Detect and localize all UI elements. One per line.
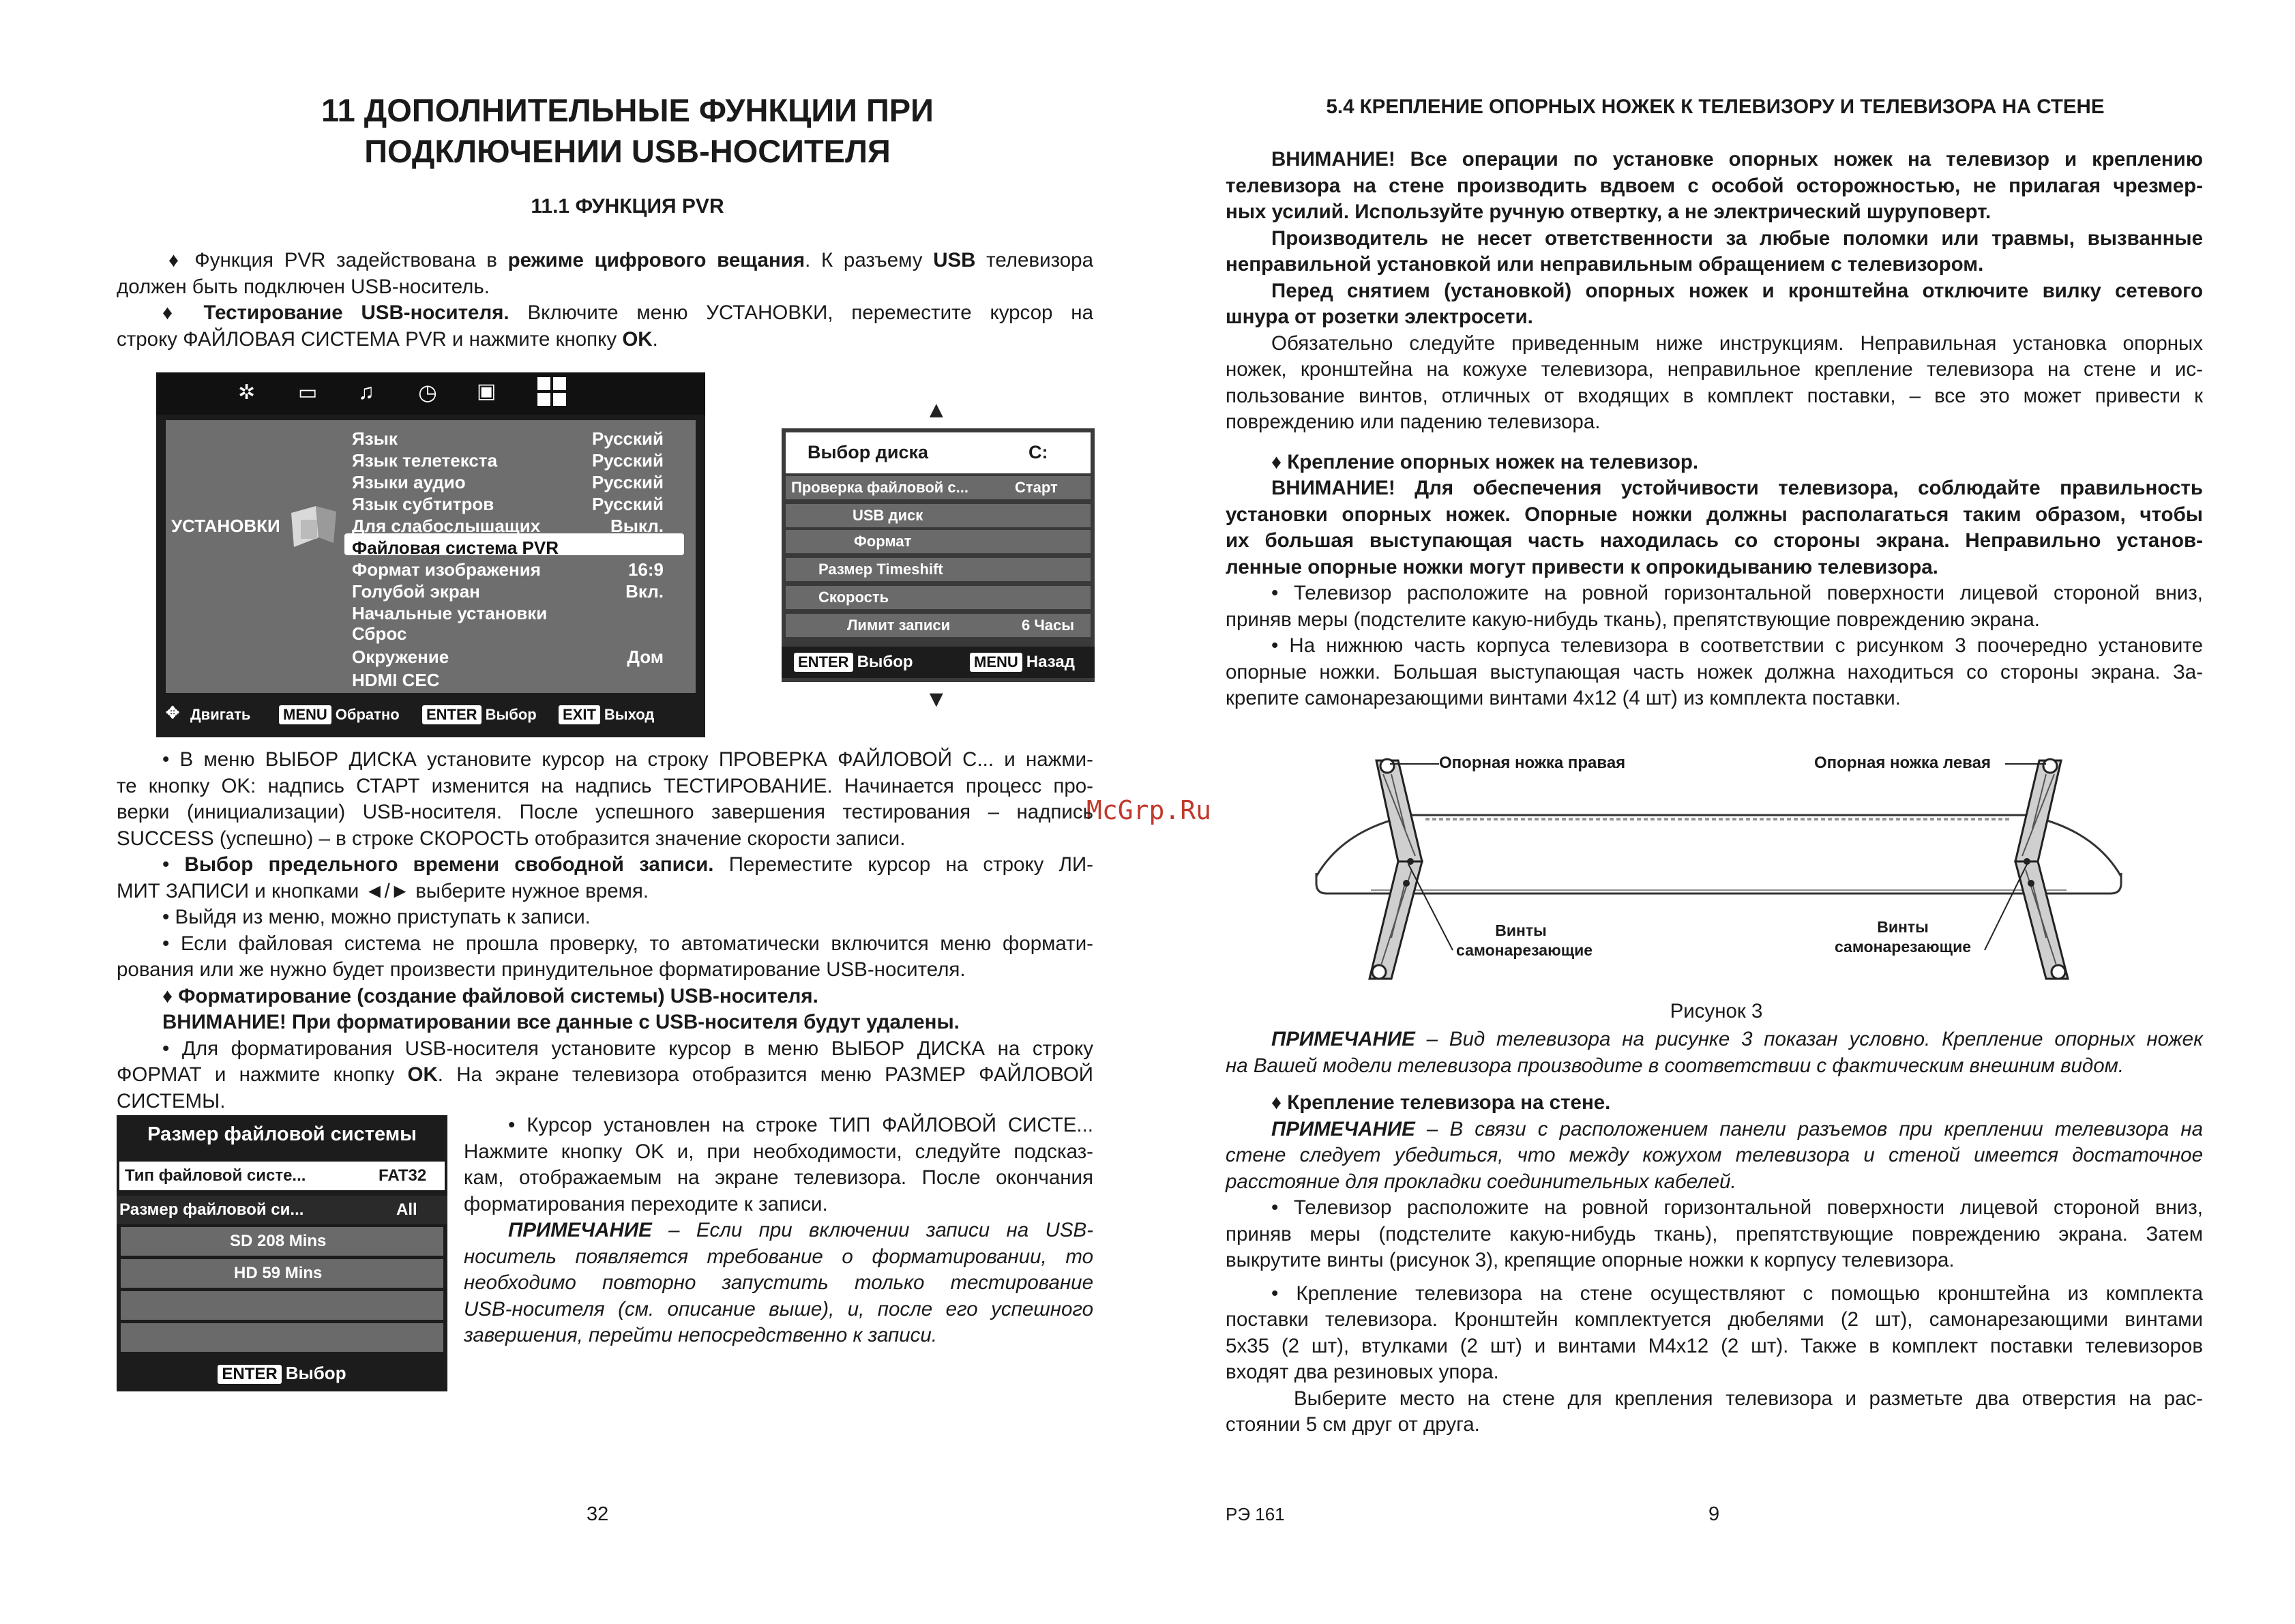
- note-l4: USB-носителя (см. описание выше), и, после его успешного: [464, 1297, 1093, 1320]
- legs-b1-l2: приняв меры (подстелите какую-нибудь ткань), препятствующие повреждению экрана.: [1226, 608, 2040, 631]
- disk-footer-enter: [794, 647, 913, 678]
- disk-row-value: Старт: [1015, 479, 1058, 496]
- pvr-text-e: телевизора: [975, 249, 1093, 271]
- tv-menu-item-value: Русский: [591, 472, 664, 492]
- disk-drive: C:: [1028, 442, 1048, 462]
- wall-note-l3: расстояние для прокладки соединительных кабелей.: [1226, 1170, 1736, 1193]
- tv-menu-item-label[interactable]: Язык телетекста: [352, 450, 498, 471]
- instr-l1: Обязательно следуйте приведенным ниже инструкциям. Неправильная установка опорных: [1271, 331, 2203, 355]
- side1-l4: форматирования переходите к записи.: [464, 1192, 828, 1215]
- disk-select-menu: [782, 428, 1095, 682]
- tv-menu-item-value: Выкл.: [610, 516, 664, 536]
- pvr-text-c: . К разъему: [805, 249, 934, 271]
- fs-row-hd: [121, 1259, 443, 1288]
- side1-l1: • Курсор установлен на строке ТИП ФАЙЛОВОЙ СИСТЕ...: [508, 1114, 1093, 1136]
- figure-3: [1303, 747, 2135, 992]
- warn-l3: ных усилий. Используйте ручную отвертку, а не электрический шуруповерт.: [1226, 201, 1992, 223]
- fs-row-empty-2: [121, 1323, 443, 1352]
- watermark: McGrp.Ru: [1086, 795, 1212, 825]
- tv-menu-item-label[interactable]: Язык субтитров: [352, 494, 494, 514]
- disk-row-label: Формат: [854, 533, 912, 550]
- note-l5: завершения, перейти непосредственно к записи.: [464, 1324, 938, 1346]
- tv-menu-item-label[interactable]: Начальные установки: [352, 603, 548, 623]
- resp-l2: неправильной установкой или неправильным обращением с телевизором.: [1226, 253, 1984, 276]
- tv-menu-item-value: Русский: [591, 428, 664, 449]
- fig-note-label: ПРИМЕЧАНИЕ: [1271, 1028, 1415, 1050]
- disk-arrow-down: ▼: [925, 686, 948, 712]
- fig-caption: Рисунок 3: [1670, 1000, 1763, 1022]
- after1-l1: • В меню ВЫБОР ДИСКА установите курсор на строку ПРОВЕРКА ФАЙЛОВОЙ С... и нажми-: [162, 748, 1093, 771]
- tv-menu-item-value: Русский: [591, 450, 664, 471]
- wall-note-label: ПРИМЕЧАНИЕ: [1271, 1117, 1415, 1140]
- fig-note-l1-text: – Вид телевизора на рисунке 3 показан условно. Крепление опорных ножек: [1415, 1028, 2203, 1050]
- sound-icon: ♫: [358, 379, 374, 404]
- resp-l1: Производитель не несет ответственности за любые поломки или травмы, вызванные: [1271, 226, 2203, 250]
- wall-b3-l2: стоянии 5 см друг от друга.: [1226, 1413, 1480, 1436]
- fs-sd-text: SD 208 Mins: [230, 1232, 327, 1250]
- doc-code: РЭ 161: [1226, 1504, 1285, 1524]
- tv-menu-item-label[interactable]: Голубой экран: [352, 581, 480, 602]
- disk-enter-label: Выбор: [857, 653, 913, 671]
- tv-menu-topbar: [156, 372, 705, 415]
- left-page-number: 32: [587, 1503, 609, 1525]
- after2-l1: [117, 852, 1093, 879]
- footer-menu: [279, 701, 400, 728]
- fs-hd-text: HD 59 Mins: [234, 1264, 323, 1282]
- disk-row-value: 6 Часы: [1022, 617, 1075, 634]
- tv-menu-item-label[interactable]: Файловая система PVR: [352, 537, 559, 558]
- legs-b2-l3: крепите самонарезающими винтами 4х12 (4 шт) из комплекта поставки.: [1226, 687, 1901, 709]
- setup-tools-icon: [288, 503, 338, 551]
- after7-l2-c: . На экране телевизора отобразится меню РАЗМЕР ФАЙЛОВОЙ: [437, 1063, 1093, 1086]
- legs-b1-l1: • Телевизор расположите на ровной горизонтальной поверхности лицевой стороной вниз,: [1271, 582, 2203, 604]
- disk-menu-label: Назад: [1026, 653, 1075, 671]
- fig-screws-right: [1821, 917, 1985, 957]
- wall-b1-l2: приняв меры (подстелите какую-нибудь ткань), препятствующие повреждению экрана. Затем: [1226, 1222, 2203, 1245]
- menu-key-label: Обратно: [335, 706, 400, 723]
- after3: • Выйдя из меню, можно приступать к записи.: [162, 906, 591, 928]
- disk-arrow-up: ▲: [925, 397, 948, 423]
- fs-row-type-value: FAT32: [379, 1166, 427, 1185]
- after5: ♦ Форматирование (создание файловой системы) USB-носителя.: [162, 984, 818, 1007]
- menu-key: MENU: [279, 705, 331, 724]
- after1-l4: SUCCESS (успешно) – в строке СКОРОСТЬ отобразится значение скорости записи.: [117, 827, 906, 850]
- tv-menu-item-label[interactable]: Формат изображения: [352, 559, 541, 580]
- test-line2: [117, 327, 1093, 353]
- instr-l4: повреждению или падению телевизора.: [1226, 411, 1601, 433]
- disk-row-label: USB диск: [853, 507, 923, 524]
- after6: ВНИМАНИЕ! При форматировании все данные с USB-носителя будут удалены.: [162, 1011, 960, 1033]
- footer-enter: [422, 701, 537, 728]
- fs-row-size-value: All: [396, 1200, 417, 1219]
- left-subtitle: 11.1 ФУНКЦИЯ PVR: [531, 195, 724, 218]
- fig-screws-left-1: Винты: [1495, 921, 1547, 939]
- fs-row-type: [119, 1162, 445, 1190]
- side1-l2: Нажмите кнопку OK и, при необходимости, следуйте подсказ-: [464, 1140, 1093, 1163]
- fs-footer: [117, 1359, 447, 1387]
- tv-menu-item-label[interactable]: Для слабослышащих: [352, 516, 541, 536]
- fig-note-l1: [1226, 1027, 2203, 1053]
- disk-row-label: Проверка файловой с...: [791, 479, 968, 496]
- fs-size-menu: [117, 1115, 447, 1391]
- note-l1-text: – Если при включении записи на USB-: [651, 1219, 1093, 1241]
- wall-b2-l1: • Крепление телевизора на стене осуществляют с помощью кронштейна из комплекта: [1271, 1282, 2203, 1305]
- tv-legs-drawing: [1303, 747, 2135, 992]
- after7-ok: OK: [407, 1063, 438, 1086]
- wall-b1-l1: • Телевизор расположите на ровной горизонтальной поверхности лицевой стороной вниз,: [1271, 1196, 2203, 1219]
- pvr-text-a: ♦ Функция PVR задействована в: [168, 249, 508, 271]
- fig-screws-left: [1456, 921, 1593, 960]
- warn-l1: ВНИМАНИЕ! Все операции по установке опорных ножек на телевизор и креплению: [1271, 148, 2203, 171]
- note-label: ПРИМЕЧАНИЕ: [508, 1219, 652, 1241]
- after4-l1: • Если файловая система не прошла проверку, то автоматически включится меню формати-: [162, 932, 1093, 955]
- legs-warn-l3: их большая выступающая часть находилась со стороны экрана. Неправильно установ-: [1226, 529, 2203, 552]
- tv-menu-body: [166, 420, 696, 693]
- legs-warn-l4: ленные опорные ножки могут привести к опрокидыванию телевизора.: [1226, 555, 1938, 578]
- legs-head: ♦ Крепление опорных ножек на телевизор.: [1271, 450, 1699, 473]
- fs-title: Размер файловой системы: [147, 1123, 417, 1145]
- pvr-paragraph: [117, 248, 1093, 274]
- left-title: [116, 90, 1139, 172]
- fig-screws-left-2: самонарезающие: [1456, 941, 1593, 959]
- tv-menu-item-value: Вкл.: [625, 581, 664, 602]
- tv-menu-item-label[interactable]: Языки аудио: [352, 472, 466, 492]
- tv-menu-item-label[interactable]: Язык: [352, 428, 398, 449]
- pvr-text-d: USB: [933, 249, 976, 271]
- disk-title-bar: [786, 432, 1091, 473]
- before-l1: Перед снятием (установкой) опорных ножек и кронштейна отключите вилку сетевого: [1271, 279, 2203, 302]
- wall-note-l1-text: – В связи с расположением панели разъемов при креплении телевизора на: [1415, 1117, 2203, 1140]
- fs-side-text: [464, 1112, 1093, 1349]
- disk-title: Выбор диска: [808, 442, 929, 462]
- test-line2-a: строку ФАЙЛОВАЯ СИСТЕМА PVR и нажмите кнопку: [117, 327, 623, 351]
- disk-menu-row[interactable]: [786, 476, 1091, 499]
- disk-row-label: Лимит записи: [847, 617, 951, 634]
- wall-head: ♦ Крепление телевизора на стене.: [1271, 1091, 1611, 1114]
- warn-l2: телевизора на стене производить вдвоем с особой осторожностью, не прилагая чрезмер-: [1226, 174, 2203, 197]
- note-l3: необходимо повторно запустить только тестирование: [464, 1271, 1093, 1294]
- after2-text: Переместите курсор на строку ЛИ-: [713, 853, 1094, 876]
- tv-menu-section-label: УСТАНОВКИ: [171, 516, 280, 536]
- fs-enter-key: ENTER: [218, 1365, 281, 1384]
- footer-move: Двигать: [190, 706, 251, 723]
- wall-note-l1: [1226, 1117, 2203, 1143]
- wall-b2-l4: входят два резиновых упора.: [1226, 1361, 1499, 1383]
- legs-b2-l2: опорные ножки. Большая выступающая часть ножек должна находиться со стороны экрана. За-: [1226, 660, 2203, 683]
- after2-heading: Выбор предельного времени свободной записи.: [184, 853, 714, 876]
- note-l2: носитель появляется требование о форматировании, то: [464, 1245, 1093, 1268]
- tv-menu-item-value: Дом: [627, 647, 664, 667]
- wall-b1-l3: выкрутите винты (рисунок 3), крепящие опорные ножки к корпусу телевизора.: [1226, 1249, 1955, 1271]
- left-after-menus: [117, 747, 1093, 1114]
- move-arrows-icon: ✥: [166, 704, 180, 722]
- fig-note-l2: на Вашей модели телевизора производите в соответствии с фактическим внешним видом.: [1226, 1054, 2124, 1077]
- disk-row-label: Скорость: [818, 589, 889, 606]
- after2-bullet: •: [162, 853, 185, 876]
- after7-l2: [117, 1062, 1093, 1089]
- lock-icon: ▣: [477, 380, 497, 402]
- fig-leg-left-label: Опорная ножка левая: [1814, 754, 1991, 772]
- picture-icon: ▭: [298, 381, 318, 404]
- time-icon: ◷: [418, 380, 437, 404]
- wall-note-l2: стене следует убедиться, что между кожухом телевизора и стеной имеется достаточное: [1226, 1144, 2203, 1166]
- pvr-line2: должен быть подключен USB-носитель.: [117, 275, 490, 298]
- disk-enter-key: ENTER: [794, 653, 853, 672]
- tv-menu-item-label[interactable]: HDMI CEC: [352, 670, 440, 690]
- disk-row-label: Размер Timeshift: [818, 561, 943, 578]
- after7-l3: СИСТЕМЫ.: [117, 1089, 226, 1112]
- disk-menu-row[interactable]: [786, 504, 1091, 527]
- fig-screws-right-1: Винты: [1877, 918, 1929, 936]
- before-l2: шнура от розетки электросети.: [1226, 306, 1533, 328]
- enter-key-label: Выбор: [485, 706, 537, 723]
- wall-b2-l3: 5х35 (2 шт), втулками (2 шт) и винтами М4х12 (2 шт). Также в комплект поставки телевизоров: [1226, 1334, 2203, 1357]
- fs-row-empty-1: [121, 1291, 443, 1320]
- legs-warn-l2: установки опорных ножек. Опорные ножки должны располагаться таким образом, чтобы: [1226, 503, 2203, 526]
- after7-l1: • Для форматирования USB-носителя установите курсор в меню ВЫБОР ДИСКА на строку: [162, 1037, 1093, 1060]
- disk-menu-key: MENU: [970, 653, 1022, 672]
- disk-footer: [782, 647, 1095, 678]
- after4-l2: рования или же нужно будет произвести принудительное форматирование USB-носителя.: [117, 958, 966, 981]
- after7-l2-a: ФОРМАТ и нажмите кнопку: [117, 1063, 408, 1086]
- setup-grid-icon: [537, 377, 567, 407]
- instr-l3: пользование винтов, отличных от входящих в комплект поставки, – все это может привести к: [1226, 384, 2203, 407]
- right-page-number: 9: [1708, 1503, 1720, 1525]
- right-title: 5.4 КРЕПЛЕНИЕ ОПОРНЫХ НОЖЕК К ТЕЛЕВИЗОРУ И ТЕЛЕВИЗОРА НА СТЕНЕ: [1326, 95, 2105, 118]
- disk-footer-menu: [970, 647, 1075, 678]
- test-heading: ♦ Тестирование USB-носителя.: [162, 301, 509, 324]
- side1-l3: кам, отображаемым на экране телевизора. После окончания: [464, 1166, 1093, 1189]
- after1-l2: те кнопку OK: надпись СТАРТ изменится на надпись ТЕСТИРОВАНИЕ. Начинается процесс про-: [117, 774, 1093, 797]
- test-line2-c: .: [652, 327, 658, 351]
- tv-menu-item-label[interactable]: Окружение: [352, 647, 449, 667]
- legs-b2-l1: • На нижнюю часть корпуса телевизора в соответствии с рисунком 3 поочередно установите: [1271, 634, 2203, 657]
- note-l1: [464, 1217, 1093, 1244]
- tv-menu-footer: [164, 701, 703, 728]
- exit-key-label: Выход: [604, 706, 655, 723]
- fs-row-size-label: Размер файловой си...: [119, 1200, 304, 1219]
- left-intro: [117, 248, 1093, 353]
- exit-key: EXIT: [559, 705, 600, 724]
- wall-b2-l2: поставки телевизора. Кронштейн комплектуется дюбелями (2 шт), самонарезающими винтами: [1226, 1308, 2203, 1331]
- tv-menu-item-label[interactable]: Сброс: [352, 623, 407, 644]
- fig-screws-right-2: самонарезающие: [1834, 938, 1972, 956]
- footer-exit: [559, 701, 654, 728]
- disk-menu-row[interactable]: [786, 530, 1091, 553]
- test-text: Включите меню УСТАНОВКИ, переместите курсор на: [509, 301, 1093, 324]
- pvr-text-b: режиме цифрового вещания: [507, 249, 805, 271]
- fig-leg-right-label: Опорная ножка правая: [1439, 754, 1626, 772]
- legs-warn-l1: ВНИМАНИЕ! Для обеспечения устойчивости телевизора, соблюдайте правильность: [1271, 477, 2203, 499]
- test-paragraph: [117, 300, 1093, 327]
- wall-b3-l1: Выберите место на стене для крепления телевизора и разметьте два отверстия на рас-: [1294, 1387, 2203, 1410]
- right-top-text: [1226, 147, 2203, 712]
- tv-settings-menu: [156, 372, 705, 737]
- tv-menu-item-value: Русский: [591, 494, 664, 514]
- disk-menu-row[interactable]: [786, 614, 1091, 637]
- fs-row-size: [117, 1196, 447, 1224]
- fs-enter-label: Выбор: [285, 1363, 346, 1383]
- enter-key: ENTER: [422, 705, 482, 724]
- leg-right-shape: [1369, 759, 1422, 979]
- fs-row-sd: [121, 1227, 443, 1256]
- settings-gear-icon: ✲: [238, 381, 256, 404]
- ok-key-text: OK: [622, 327, 653, 351]
- disk-menu-row[interactable]: [786, 586, 1091, 609]
- disk-menu-row[interactable]: [786, 558, 1091, 581]
- tv-menu-item-value: 16:9: [627, 559, 664, 580]
- fs-row-type-label: Тип файловой систе...: [125, 1166, 306, 1185]
- after1-l3: верки (инициализации) USB-носителя. После успешного завершения тестирования – надпись: [117, 801, 1093, 823]
- leg-left-shape: [2015, 759, 2068, 979]
- left-title-line2: ПОДКЛЮЧЕНИИ USB-НОСИТЕЛЯ: [364, 133, 891, 169]
- instr-l2: ножек, кронштейна на кожухе телевизора, неправильное крепление телевизора на стене и ис-: [1226, 358, 2203, 381]
- after2-l2: МИТ ЗАПИСИ и кнопками ◄/► выберите нужное время.: [117, 879, 649, 902]
- left-title-line1: 11 ДОПОЛНИТЕЛЬНЫЕ ФУНКЦИИ ПРИ: [321, 92, 934, 128]
- right-bottom-text: [1226, 1027, 2203, 1438]
